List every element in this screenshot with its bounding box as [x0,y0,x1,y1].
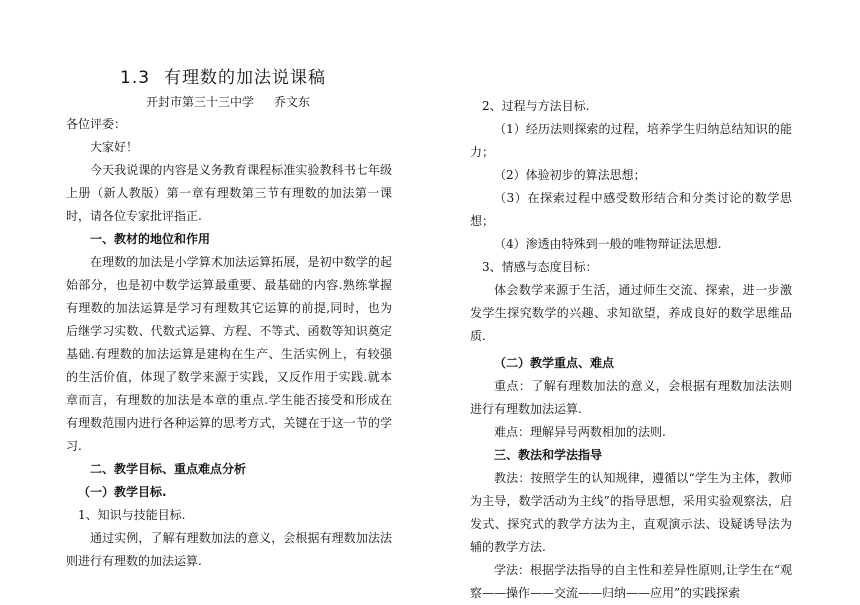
heading-section-3: 三、教法和学法指导 [494,448,603,462]
hello: 大家好！ [90,140,139,154]
heading-teaching-goals: （一）教学目标. [78,485,167,499]
learning-method-text: 学法：根据学法指导的自主性和差异性原则,让学生在“观察——操作——交流——归纳——应用”的实践探索 [470,563,792,600]
right-column [470,95,792,605]
heading-section-2: 二、教学目标、重点难点分析 [90,462,247,476]
goal-2-item-1: （1）经历法则探索的过程，培养学生归纳总结知识的能力； [470,122,792,159]
key-point-text: 重点：了解有理数加法的意义，会根据有理数加法法则进行有理数加法运算. [470,379,792,416]
teaching-method-text: 教法：按照学生的认知规律，遵循以“学生为主体，教师为主导，数学活动为主线”的指导思想，采用实验观察法，启发式、探究式的教学方法为主，直观演示法、设疑诱导法为辅的教学方法. [470,471,792,554]
school-name: 开封市第三十三中学 [146,95,255,109]
goal-1-heading: 1、知识与技能目标. [78,508,186,522]
author-name: 乔文东 [274,95,311,109]
left-column [66,113,392,573]
goal-2-item-4: （4）渗透由特殊到一般的唯物辩证法思想. [494,237,722,251]
section-number: 1.3 [120,68,151,88]
goal-2-heading: 2、过程与方法目标. [482,99,590,113]
goal-2-item-2: （2）体验初步的算法思想； [494,168,646,182]
author-line [146,93,310,111]
paragraph-textbook-role: 在理数的加法是小学算术加法运算拓展，是初中数学的起始部分，也是初中数学运算最重要、最基础的内容.熟练掌握有理数的加法运算是学习有理数其它运算的前提,同时，也为后继学习实数、代数式运算、方程、不等式、函数等知识奠定基础.有理数的加法运算是建构在生产、生活实例上，有较强的生活价值，体现了数学来源于实践，又反作用于实践.就本章而言，有理数的加法是本章的重点.学生能否接受和形成在有理数范围内进行各种运算的思考方式，关键在于这一节的学习. [66,255,392,453]
goal-2-item-3: （3）在探索过程中感受数形结合和分类讨论的数学思想； [470,191,792,228]
goal-1-text: 通过实例，了解有理数加法的意义，会根据有理数加法法则进行有理数的加法运算. [66,531,392,568]
document-title [120,66,350,90]
greeting: 各位评委： [66,117,127,131]
heading-section-1: 一、教材的地位和作用 [90,232,211,246]
goal-3-heading: 3、情感与态度目标： [482,260,598,274]
goal-3-text: 体会数学来源于生活，通过师生交流、探索，进一步激发学生探究数学的兴趣、求知欲望，养成良好的数学思维品质. [470,283,792,343]
difficult-point-text: 难点：理解异号两数相加的法则. [494,425,666,439]
intro-paragraph: 今天我说课的内容是义务教育课程标准实验教科书七年级上册（新人教版）第一章有理数第三节有理数的加法第一课时，请各位专家批评指正. [66,163,392,223]
title-text: 有理数的加法说课稿 [164,68,327,88]
heading-key-points: （二）教学重点、难点 [494,356,615,370]
